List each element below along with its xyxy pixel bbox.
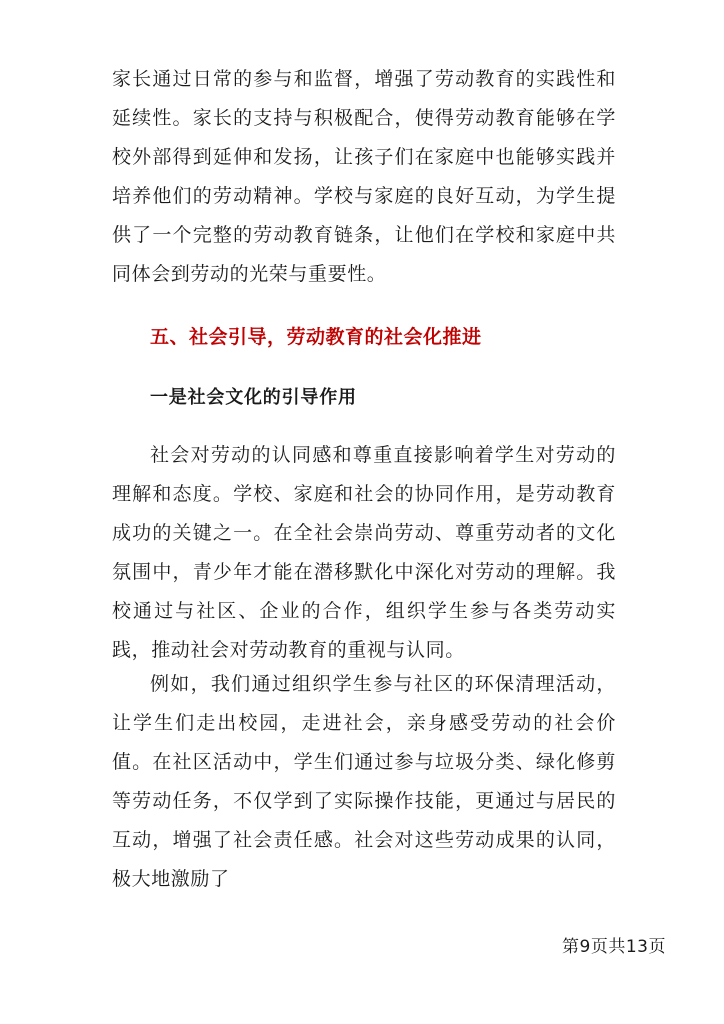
body-paragraph-3: 例如，我们通过组织学生参与社区的环保清理活动，让学生们走出校园，走进社会，亲身感受劳动的社会价值。在社区活动中，学生们通过参与垃圾分类、绿化修剪等劳动任务，不仅学到了实际操作技能，更通过与居民的互动，增强了社会责任感。社会对这些劳动成果的认同，极大地激励了 — [112, 673, 616, 890]
section-heading: 五、社会引导，劳动教育的社会化推进 — [150, 326, 482, 348]
body-paragraph-2: 社会对劳动的认同感和尊重直接影响着学生对劳动的理解和态度。学校、家庭和社会的协同作用，是劳动教育成功的关键之一。在全社会崇尚劳动、尊重劳动者的文化氛围中，青少年才能在潜移默化中深化对劳动的理解。我校通过与社区、企业的合作，组织学生参与各类劳动实践，推动社会对劳动教育的重视与认同。 — [112, 444, 616, 661]
page-number: 第9页共13页 — [562, 937, 666, 957]
subheading: 一是社会文化的引导作用 — [150, 387, 357, 408]
body-paragraph-1: 家长通过日常的参与和监督，增强了劳动教育的实践性和延续性。家长的支持与积极配合，使得劳动教育能够在学校外部得到延伸和发扬，让孩子们在家庭中也能够实践并培养他们的劳动精神。学校与家庭的良好互动，为学生提供了一个完整的劳动教育链条，让他们在学校和家庭中共同体会到劳动的光荣与重要性。 — [112, 68, 616, 285]
